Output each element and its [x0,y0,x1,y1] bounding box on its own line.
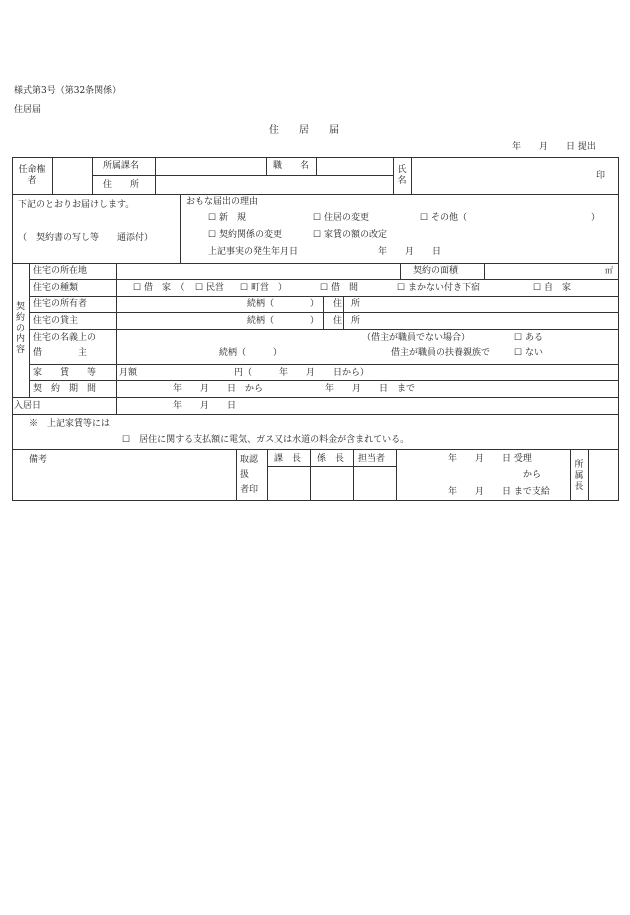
handler-label-1: 取認 [240,455,259,465]
checkbox-icon[interactable]: ☐ [420,213,429,223]
rent-amount[interactable]: 円（ 年 月 日から） [234,368,370,378]
person-in-charge-label: 担当者 [358,454,386,464]
type-rented-label: 借 家 （ [143,283,185,293]
type-own[interactable] [533,284,571,293]
address-label: 住 所 [103,180,140,190]
owner-relation[interactable]: 続柄（ ） [247,299,320,309]
lessor-address-field[interactable] [346,314,616,327]
dependent-yes-label: ある [524,333,543,343]
nominal-relation[interactable]: 続柄（ ） [219,348,283,358]
form-number: 様式第3号（第32条関係） [14,86,122,96]
move-in-label: 入居日 [14,401,42,411]
department-label: 所属課名 [103,161,140,171]
term-from[interactable]: 年 月 日 から [173,384,264,394]
reason-residence-change-label: 住居の変更 [323,213,369,223]
reason-other-close: ） [591,213,601,223]
intro-text: 下記のとおりお届けします。 [18,200,135,210]
type-boarding-label: まかない付き下宿 [407,283,480,293]
remarks-label: 備考 [29,455,48,465]
rent-monthly-label: 月額 [119,368,138,378]
checkbox-icon[interactable]: ☐ [320,283,329,293]
section-chief-label: 課 長 [274,454,302,464]
checkbox-icon[interactable]: ☐ [397,283,406,293]
checkbox-icon[interactable]: ☐ [208,230,217,240]
subsection-chief-label: 係 長 [317,454,345,464]
lessor-relation[interactable]: 続柄（ ） [247,316,320,326]
lessor-label: 住宅の貸主 [33,316,79,326]
reason-contract-change[interactable] [208,231,282,240]
not-employee-note: （借主が職員でない場合） [362,333,471,343]
rent-label: 家 賃 等 [33,368,97,378]
checkbox-icon[interactable]: ☐ [514,348,523,358]
area-field[interactable] [487,265,603,278]
checkbox-icon[interactable]: ☐ [195,283,204,293]
dependent-no-label: ない [524,348,543,358]
area-label: 契約の面積 [413,266,459,276]
dependent-yes[interactable] [514,334,543,343]
appointer-label: 任命権者 [18,165,46,186]
checkbox-icon[interactable]: ☐ [514,333,523,343]
person-in-charge-seal[interactable] [355,468,394,498]
received-date[interactable]: 年 月 日 受理 [448,454,532,464]
utilities-included-label: 居住に関する支払額に電気、ガス又は水道の料金が含まれている。 [139,435,410,445]
type-town[interactable] [240,284,287,293]
dependent-no[interactable] [514,349,543,358]
type-room-label: 借 間 [330,283,358,293]
position-label: 職 名 [273,161,310,171]
dependent-note: 借主が職員の扶養親族で [391,348,491,358]
occurrence-date-label: 上記事実の発生年月日 [208,247,299,257]
handler-label-3: 者印 [240,485,259,495]
seal-mark: 印 [596,171,606,181]
name-field[interactable] [414,160,594,192]
from-text: から [523,470,542,480]
move-in-date[interactable]: 年 月 日 [173,401,237,411]
address-field[interactable] [158,178,391,192]
checkbox-icon[interactable]: ☐ [313,230,322,240]
owner-address-field[interactable] [346,298,616,311]
handler-label-2: 扱 [240,470,250,480]
reason-new-label: 新 規 [218,213,246,223]
type-label: 住宅の種類 [33,283,79,293]
checkbox-icon[interactable]: ☐ [208,213,217,223]
checkbox-icon[interactable]: ☐ [122,435,131,445]
nominal-label-1: 住宅の名義上の [33,333,97,343]
checkbox-icon[interactable]: ☐ [533,283,542,293]
type-town-label: 町営 ） [250,283,287,293]
department-field[interactable] [158,160,264,174]
document-type: 住居届 [14,105,42,115]
type-private-label: 民営 [205,283,224,293]
office-chief-label: 所属長 [574,460,584,492]
reason-rent-revision[interactable] [313,231,387,240]
page-title: 住 居 届 [269,125,339,136]
term-to[interactable]: 年 月 日 まで [325,384,416,394]
owner-address-label: 住 所 [333,299,361,309]
reason-heading: おもな届出の理由 [186,197,259,207]
location-field[interactable] [119,265,397,278]
reason-rent-revision-label: 家賃の額の改定 [323,230,387,240]
type-private[interactable] [195,284,224,293]
reason-contract-change-label: 契約関係の変更 [218,230,282,240]
reason-other-label: その他（ [430,213,467,223]
lessor-address-label: 住 所 [333,316,361,326]
submission-date[interactable]: 年 月 日 提出 [512,142,596,152]
office-chief-seal[interactable] [591,452,616,498]
area-unit: ㎡ [605,266,613,275]
reason-other[interactable] [420,214,467,223]
section-chief-seal[interactable] [269,468,308,498]
remarks-field[interactable] [15,468,233,498]
checkbox-icon[interactable]: ☐ [133,283,142,293]
type-own-label: 自 家 [543,283,571,293]
utilities-included[interactable] [122,436,409,445]
location-label: 住宅の所在地 [33,266,88,276]
rent-note: ※ 上記家賃等には [29,419,111,429]
nominal-label-2: 借 主 [33,348,88,358]
contract-side-label: 契約の内容 [15,302,25,356]
owner-label: 住宅の所有者 [33,299,88,309]
type-room[interactable] [320,284,358,293]
name-label: 氏名 [397,165,407,186]
paid-until-date[interactable]: 年 月 日 まで支給 [448,487,550,497]
occurrence-date-field[interactable]: 年 月 日 [378,247,442,257]
type-rented[interactable] [133,284,184,293]
attachment-note: （ 契約書の写し等 通添付） [18,233,154,243]
type-boarding[interactable] [397,284,480,293]
position-field[interactable] [318,160,391,174]
reason-residence-change[interactable] [313,214,369,223]
reason-new[interactable] [208,214,246,223]
checkbox-icon[interactable]: ☐ [240,283,249,293]
checkbox-icon[interactable]: ☐ [313,213,322,223]
subsection-chief-seal[interactable] [312,468,351,498]
term-label: 契 約 期 間 [33,384,97,394]
